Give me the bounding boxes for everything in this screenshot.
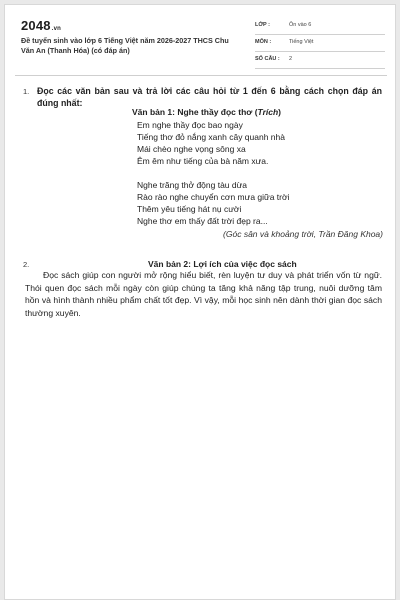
question-2-number: 2.: [23, 260, 30, 269]
meta-class-value: Ôn vào 6: [289, 22, 312, 28]
site-logo[interactable]: 2048.vn: [21, 18, 62, 33]
meta-count-row: [255, 54, 385, 69]
poem-source: (Góc sân và khoảng trời, Trần Đăng Khoa): [223, 229, 383, 239]
poem-line: Êm êm như tiếng của bà năm xưa.: [137, 156, 269, 166]
meta-subject-value: Tiếng Việt: [289, 39, 314, 45]
poem-line: Nghe thơ em thấy đất trời đẹp ra...: [137, 216, 268, 226]
poem-line: Nghe trăng thở động tàu dừa: [137, 180, 248, 190]
poem-line: Thêm yêu tiếng hát nụ cười: [137, 204, 242, 214]
poem-line: Mái chèo nghe vọng sông xa: [137, 144, 246, 154]
question-1-number: 1.: [23, 87, 30, 96]
question-1-text: Đọc các văn bản sau và trả lời các câu hỏi từ 1 đến 6 bằng cách chọn đáp án đúng nhất:: [37, 86, 382, 108]
meta-class-label: LỚP :: [255, 22, 270, 28]
passage-2-paragraph: Đọc sách giúp con người mở rộng hiểu biết, rèn luyện tư duy và phát triển vốn từ ngữ. Thói quen đọc sách mỗi ngày còn giúp chúng ta tăng khả năng tập trung, nuôi dưỡng tâm hồn và hình thành nhiều phẩm chất tốt đẹp. Vì vậy, mỗi học sinh nên dành thời gian đọc sách thường xuyên.: [25, 270, 382, 318]
poem-line: Rào rào nghe chuyển cơn mưa giữa trời: [137, 192, 290, 202]
meta-subject-label: MÔN :: [255, 39, 272, 45]
exam-title: Đề tuyển sinh vào lớp 6 Tiếng Việt năm 2026-2027 THCS Chu Văn An (Thanh Hóa) (có đáp án): [21, 36, 229, 55]
exam-meta: [255, 20, 385, 71]
meta-count-value: 2: [289, 56, 293, 62]
meta-count-label: SỐ CÂU :: [255, 56, 280, 62]
poem-line: Tiếng thơ đỏ nắng xanh cây quanh nhà: [137, 132, 285, 142]
document-page: [4, 4, 396, 600]
passage-1-title: Văn bản 1: Nghe thầy đọc thơ (Trích): [132, 107, 282, 117]
meta-class-row: [255, 20, 385, 35]
passage-2-title: Văn bản 2: Lợi ích của việc đọc sách: [148, 259, 297, 269]
document-header: [5, 5, 397, 67]
header-divider: [15, 75, 387, 76]
poem-line: Em nghe thầy đọc bao ngày: [137, 120, 243, 130]
meta-subject-row: [255, 37, 385, 52]
